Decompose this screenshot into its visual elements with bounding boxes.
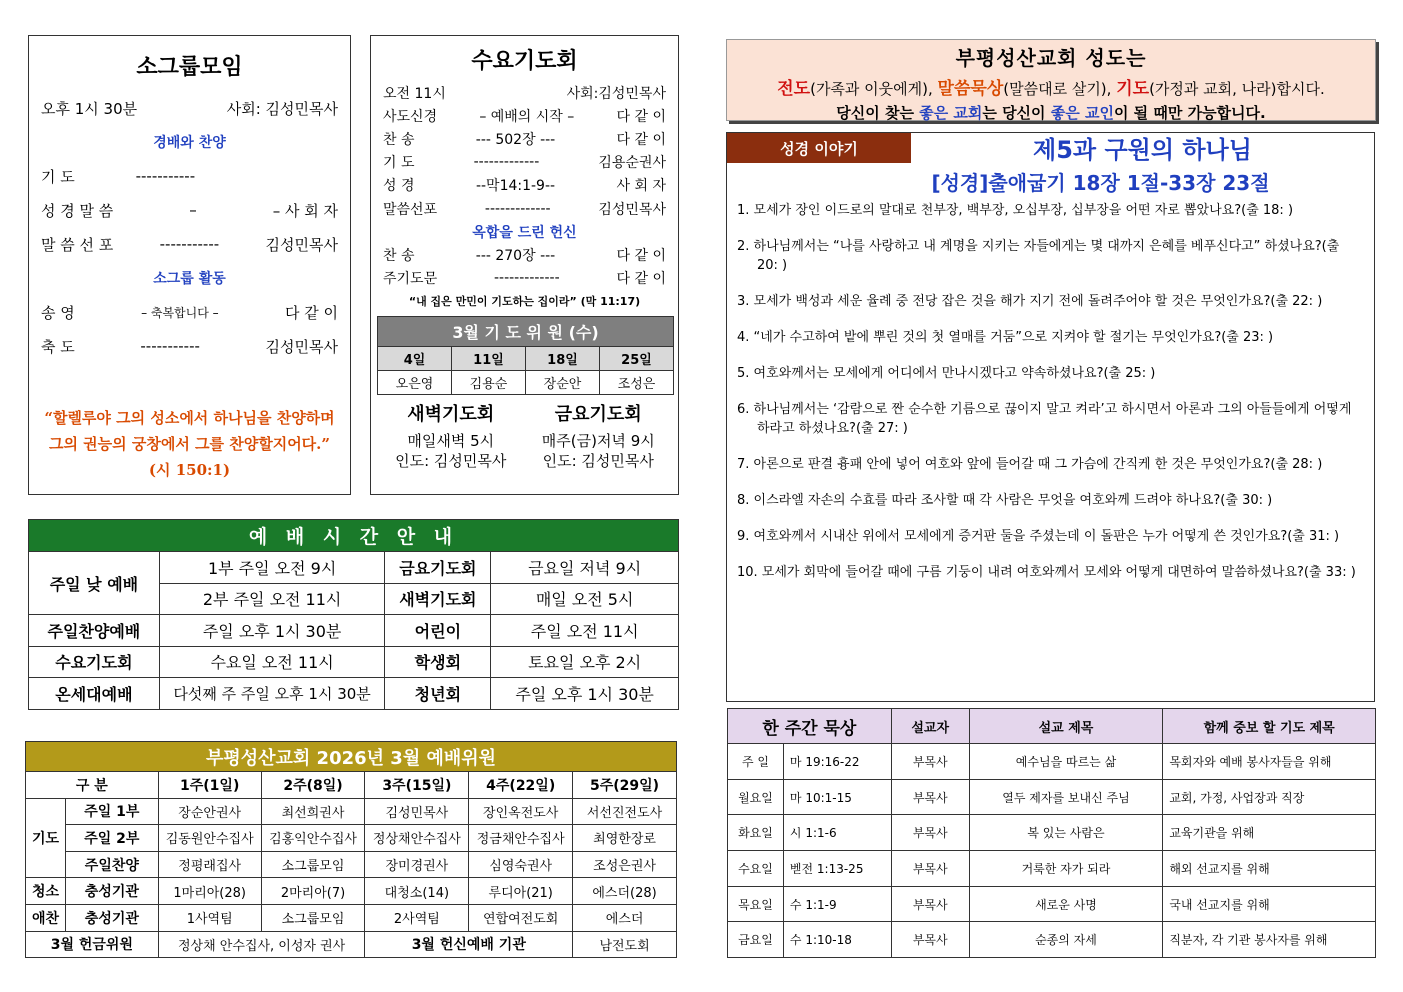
times-cell: 2부 주일 오전 11시 [159, 583, 385, 615]
weekly-prayer: 교회, 가정, 사업장과 직장 [1163, 779, 1376, 815]
weekly-day: 주 일 [728, 744, 784, 780]
weekly-header: 함께 중보 할 기도 제목 [1163, 709, 1376, 744]
table-row [728, 815, 1376, 851]
wed-row-value: 다 같 이 [616, 131, 666, 148]
bible-tag: 성경 이야기 [727, 133, 911, 163]
wed-row-value: 다 같 이 [616, 108, 666, 125]
times-sunday: 주일 낮 예배 [29, 552, 160, 615]
wed-row-label: 성 경 [383, 178, 415, 195]
prayer-name: 김용순 [452, 370, 526, 394]
march-cell: 대청소(14) [365, 878, 469, 905]
weekly-passage: 마 10:1-15 [783, 779, 891, 815]
weekly-preacher: 부목사 [891, 779, 969, 815]
wed-row [377, 104, 672, 127]
times-cell: 다섯째 주 주일 오후 1시 30분 [159, 678, 385, 710]
banner-line3 [727, 102, 1375, 123]
friday-time: 매주(금)저녁 9시 [541, 431, 655, 450]
weekly-prayer: 목회자와 예배 봉사자들을 위해 [1163, 744, 1376, 780]
wed-row [377, 151, 672, 174]
weekly-passage: 수 1:1-9 [783, 886, 891, 922]
wed-row-mid: --막14:1-9-- [475, 178, 556, 195]
weekly-preacher: 부목사 [891, 922, 969, 958]
question-item: 2. 하나님께서는 “나를 사랑하고 내 계명을 지키는 자들에게는 몇 대까지 은혜를 베푸신다고” 하셨나요?(출 20: ) [737, 239, 1340, 273]
banner-keyword: 말씀묵상 [937, 79, 1004, 99]
times-cell: 학생회 [385, 646, 491, 678]
march-cell: 최선희권사 [261, 798, 365, 825]
group-row-value: – 사 회 자 [272, 201, 338, 220]
weekly-sermon: 복 있는 사람은 [969, 815, 1163, 851]
march-cell: 연합여전도회 [469, 904, 573, 931]
march-cell: 장인옥전도사 [469, 798, 573, 825]
times-cell: 매일 오전 5시 [491, 583, 679, 615]
bible-scripture: [성경]출애굽기 18장 1절-33장 23절 [931, 171, 1270, 195]
march-cell: 조성은권사 [573, 851, 677, 878]
group-row [41, 193, 338, 227]
banner-text: 당신이 찾는 [836, 104, 920, 122]
wed-row [377, 81, 672, 104]
march-cell: 청소 [26, 878, 66, 905]
wed-row-label: 주기도문 [383, 271, 438, 288]
question-item: 4. “네가 수고하여 밭에 뿌린 것의 첫 열매를 거둠”으로 지켜야 할 절기는 무엇인가요?(출 23: ) [737, 330, 1274, 345]
motto-banner [726, 39, 1376, 121]
weekly-day: 화요일 [728, 815, 784, 851]
wed-row [377, 174, 672, 197]
dawn-title: 새벽기도회 [407, 403, 495, 425]
wed-row-mid: – 예배의 시작 – [479, 108, 575, 125]
wed-quote: “내 집은 만민이 기도하는 집이라” (막 11:17) [408, 294, 641, 308]
group-row-label: 성 경 말 씀 [41, 201, 114, 220]
banner-text: (말씀대로 살기), [1003, 80, 1117, 98]
group-row-dash: ----------- [135, 167, 196, 185]
weekly-passage: 수 1:10-18 [783, 922, 891, 958]
banner-highlight: 좋은 교인 [1050, 104, 1114, 122]
wed-row-value: 김성민목사 [598, 201, 666, 218]
march-header: 4주(22일) [469, 772, 573, 799]
dawn-time: 매일새벽 5시 [407, 431, 495, 450]
bible-lesson-title: 제5과 구원의 하나님 [1033, 136, 1252, 164]
weekly-prayer: 직분자, 각 기관 봉사자를 위해 [1163, 922, 1376, 958]
march-cell: 김홍익안수집사 [261, 825, 365, 852]
table-row [728, 779, 1376, 815]
group-meeting-box [28, 35, 351, 495]
group-row-label: 축 도 [41, 337, 75, 356]
times-cell: 온세대예배 [29, 678, 160, 710]
weekly-prayer: 해외 선교지를 위해 [1163, 851, 1376, 887]
march-cell: 소그룹모임 [261, 851, 365, 878]
weekly-header: 설교 제목 [969, 709, 1163, 744]
banner-highlight: 좋은 교회 [919, 104, 983, 122]
wed-row [377, 243, 672, 266]
march-cell: 에스더 [573, 904, 677, 931]
group-host: 사회: 김성민목사 [226, 99, 338, 118]
group-verse: “할렐루야 그의 성소에서 하나님을 찬양하며 그의 권능의 궁창에서 그를 찬양할지어다.” (시 150:1) [44, 409, 335, 479]
march-cell: 루디아(21) [469, 878, 573, 905]
prayer-committee-table [377, 316, 674, 395]
wed-row [377, 267, 672, 290]
group-row [41, 227, 338, 261]
friday-prayer [525, 405, 673, 471]
banner-line2 [727, 74, 1375, 99]
banner-title: 부평성산교회 성도는 [955, 46, 1147, 70]
times-cell: 주일 오후 1시 30분 [159, 615, 385, 647]
prayer-title: 3월 기 도 위 원 (수) [378, 316, 674, 346]
march-title: 부평성산교회 2026년 3월 예배위원 [26, 742, 677, 772]
march-cell: 충성기관 [65, 904, 158, 931]
prayer-date: 25일 [600, 346, 674, 370]
weekly-header: 한 주간 묵상 [728, 709, 892, 744]
wed-title: 수요기도회 [471, 49, 578, 74]
group-row-label: 기 도 [41, 167, 75, 186]
wed-row-label: 말씀선포 [383, 201, 438, 218]
prayer-meetings [377, 405, 672, 471]
wed-row-value: 사회:김성민목사 [566, 85, 666, 102]
times-cell: 수요기도회 [29, 646, 160, 678]
weekly-sermon: 예수님을 따르는 삶 [969, 744, 1163, 780]
dawn-leader: 인도: 김성민목사 [395, 451, 507, 470]
march-cell: 2마리아(7) [261, 878, 365, 905]
times-cell: 새벽기도회 [385, 583, 491, 615]
march-cell: 소그룹모임 [261, 904, 365, 931]
march-cell: 서선진전도사 [573, 798, 677, 825]
banner-text: 는 당신이 [982, 104, 1051, 122]
question-item: 5. 여호와께서는 모세에게 어디에서 만나시겠다고 약속하셨나요?(출 25: ) [737, 366, 1156, 381]
times-cell: 수요일 오전 11시 [159, 646, 385, 678]
weekly-sermon: 열두 제자를 보내신 주님 [969, 779, 1163, 815]
times-cell: 금요기도회 [385, 552, 491, 584]
group-row [41, 295, 338, 329]
wed-row-value: 다 같 이 [616, 271, 666, 288]
group-row-value: 김성민목사 [265, 337, 338, 356]
march-header: 2주(8일) [261, 772, 365, 799]
march-cell: 3월 헌신예배 기관 [365, 931, 573, 958]
march-cell: 정상채안수집사 [365, 825, 469, 852]
weekly-sermon: 거룩한 자가 되라 [969, 851, 1163, 887]
march-cell: 남전도회 [573, 931, 677, 958]
march-cell: 장순안권사 [158, 798, 261, 825]
march-committee-table [25, 741, 677, 958]
weekly-passage: 시 1:1-6 [783, 815, 891, 851]
march-cell: 정금채안수집사 [469, 825, 573, 852]
question-item: 10. 모세가 회막에 들어갈 때에 구름 기둥이 내려 여호와께서 모세와 어떻게 대면하여 말씀하셨나요?(출 33: ) [737, 565, 1356, 580]
group-row-value: 김성민목사 [265, 235, 338, 254]
wed-row-label: 찬 송 [383, 247, 415, 264]
march-cell: 주일 1부 [65, 798, 158, 825]
group-row-dash: – [189, 201, 197, 219]
group-time-row [41, 91, 338, 125]
march-cell: 1마리아(28) [158, 878, 261, 905]
group-section-activity: 소그룹 활동 [153, 271, 226, 287]
group-row-label: 말 씀 선 포 [41, 235, 114, 254]
group-row [41, 329, 338, 363]
wed-row-value: 사 회 자 [616, 178, 666, 195]
weekly-day: 수요일 [728, 851, 784, 887]
table-row [728, 744, 1376, 780]
weekly-preacher: 부목사 [891, 815, 969, 851]
times-title: 예 배 시 간 안 내 [29, 520, 679, 552]
wed-row [377, 197, 672, 220]
march-cell: 주일찬양 [65, 851, 158, 878]
wed-row-mid: --- 270장 --- [475, 247, 556, 264]
weekly-preacher: 부목사 [891, 886, 969, 922]
times-cell: 토요일 오후 2시 [491, 646, 679, 678]
prayer-date: 11일 [452, 346, 526, 370]
march-cell: 심영숙권사 [469, 851, 573, 878]
march-gido: 기도 [26, 798, 66, 878]
march-cell: 3월 헌금위원 [26, 931, 159, 958]
banner-text: (가정과 교회, 나라)합시다. [1149, 80, 1325, 98]
prayer-name: 조성은 [600, 370, 674, 394]
prayer-name: 오은영 [378, 370, 452, 394]
banner-keyword: 전도 [777, 79, 811, 99]
question-item: 3. 모세가 백성과 세운 율례 중 전당 잡은 것을 해가 지기 전에 돌려주어야 할 것은 무엇인가요?(출 22: ) [737, 294, 1323, 309]
weekly-prayer: 교육기관을 위해 [1163, 815, 1376, 851]
march-cell: 2사역팀 [365, 904, 469, 931]
march-header: 3주(15일) [365, 772, 469, 799]
times-cell: 주일 오후 1시 30분 [491, 678, 679, 710]
weekly-header: 설교자 [891, 709, 969, 744]
times-cell: 주일 오전 11시 [491, 615, 679, 647]
march-header: 1주(1일) [158, 772, 261, 799]
group-row-dash: ----------- [159, 235, 220, 253]
march-cell: 정상채 안수집사, 이성자 권사 [158, 931, 365, 958]
weekly-preacher: 부목사 [891, 744, 969, 780]
wed-row-mid: --- 502장 --- [475, 131, 556, 148]
table-row [728, 886, 1376, 922]
question-item: 1. 모세가 장인 이드로의 말대로 천부장, 백부장, 오십부장, 십부장을 어떤 자로 뽑았나요?(출 18: ) [737, 203, 1294, 218]
dawn-prayer [377, 405, 525, 471]
weekly-sermon: 순종의 자세 [969, 922, 1163, 958]
group-row-dash: ----------- [140, 337, 200, 355]
bible-story-box [726, 132, 1375, 702]
weekly-day: 목요일 [728, 886, 784, 922]
worship-times-table [28, 519, 679, 710]
march-cell: 김동원안수집사 [158, 825, 261, 852]
question-item: 6. 하나님께서는 ‘감람으로 짠 순수한 기름으로 끊이지 말고 켜라’고 하시면서 아론과 그의 아들들에게 어떻게 하라고 하셨나요?(출 27: ) [737, 402, 1352, 436]
question-item: 8. 이스라엘 자손의 수효를 따라 조사할 때 각 사람은 무엇을 여호와께 드려야 하나요?(출 30: ) [737, 493, 1273, 508]
table-row [728, 851, 1376, 887]
wed-section: 옥합을 드린 헌신 [472, 224, 577, 241]
wed-row-value: 김용순권사 [598, 155, 666, 172]
wed-row-label: 찬 송 [383, 131, 415, 148]
prayer-name: 장순안 [526, 370, 600, 394]
friday-leader: 인도: 김성민목사 [542, 451, 654, 470]
march-cell: 1사역팀 [158, 904, 261, 931]
prayer-date: 18일 [526, 346, 600, 370]
times-cell: 1부 주일 오전 9시 [159, 552, 385, 584]
march-header: 5주(29일) [573, 772, 677, 799]
weekly-day: 금요일 [728, 922, 784, 958]
friday-title: 금요기도회 [554, 403, 642, 425]
wed-row-mid: ------------- [484, 200, 551, 217]
table-row [728, 922, 1376, 958]
group-title: 소그룹모임 [136, 55, 243, 80]
wed-row-label: 사도신경 [383, 108, 438, 125]
group-row [41, 159, 338, 193]
wed-row [377, 127, 672, 150]
weekly-meditation-table [727, 708, 1376, 958]
group-row-label: 송 영 [41, 303, 75, 322]
group-row-value: 다 같 이 [284, 303, 338, 322]
banner-text: 이 될 때만 가능합니다. [1113, 104, 1266, 122]
group-row-dash: – 축복합니다 – [141, 305, 219, 320]
wed-row-mid: ------------- [473, 154, 540, 171]
banner-text: (가족과 이웃에게), [810, 80, 938, 98]
weekly-sermon: 새로운 사명 [969, 886, 1163, 922]
group-section-worship: 경배와 찬양 [153, 135, 226, 151]
weekly-passage: 벧전 1:13-25 [783, 851, 891, 887]
banner-keyword: 기도 [1116, 79, 1150, 99]
march-cell: 정평래집사 [158, 851, 261, 878]
wed-row-value: 다 같 이 [616, 247, 666, 264]
question-item: 7. 아론으로 판결 흉패 안에 넣어 여호와 앞에 들어갈 때 그 가슴에 간직케 한 것은 무엇인가요?(출 28: ) [737, 457, 1323, 472]
prayer-date: 4일 [378, 346, 452, 370]
wednesday-prayer-box [370, 35, 679, 495]
march-cell: 주일 2부 [65, 825, 158, 852]
group-time: 오후 1시 30분 [41, 99, 138, 118]
weekly-preacher: 부목사 [891, 851, 969, 887]
march-cell: 충성기관 [65, 878, 158, 905]
wed-row-mid: ------------- [493, 270, 560, 287]
question-list [737, 201, 1360, 599]
weekly-day: 월요일 [728, 779, 784, 815]
weekly-prayer: 국내 선교지를 위해 [1163, 886, 1376, 922]
wed-row-label: 기 도 [383, 155, 415, 172]
march-cell: 최영한장로 [573, 825, 677, 852]
times-cell: 청년회 [385, 678, 491, 710]
march-cell: 애찬 [26, 904, 66, 931]
march-cell: 에스더(28) [573, 878, 677, 905]
times-cell: 주일찬양예배 [29, 615, 160, 647]
times-cell: 어린이 [385, 615, 491, 647]
question-item: 9. 여호와께서 시내산 위에서 모세에게 증거판 둘을 주셨는데 이 돌판은 누가 어떻게 쓴 것인가요?(출 31: ) [737, 529, 1340, 544]
wed-row-label: 오전 11시 [383, 85, 446, 102]
times-cell: 금요일 저녁 9시 [491, 552, 679, 584]
march-cell: 김성민목사 [365, 798, 469, 825]
march-header: 구 분 [26, 772, 159, 799]
march-cell: 장미경권사 [365, 851, 469, 878]
weekly-passage: 마 19:16-22 [783, 744, 891, 780]
